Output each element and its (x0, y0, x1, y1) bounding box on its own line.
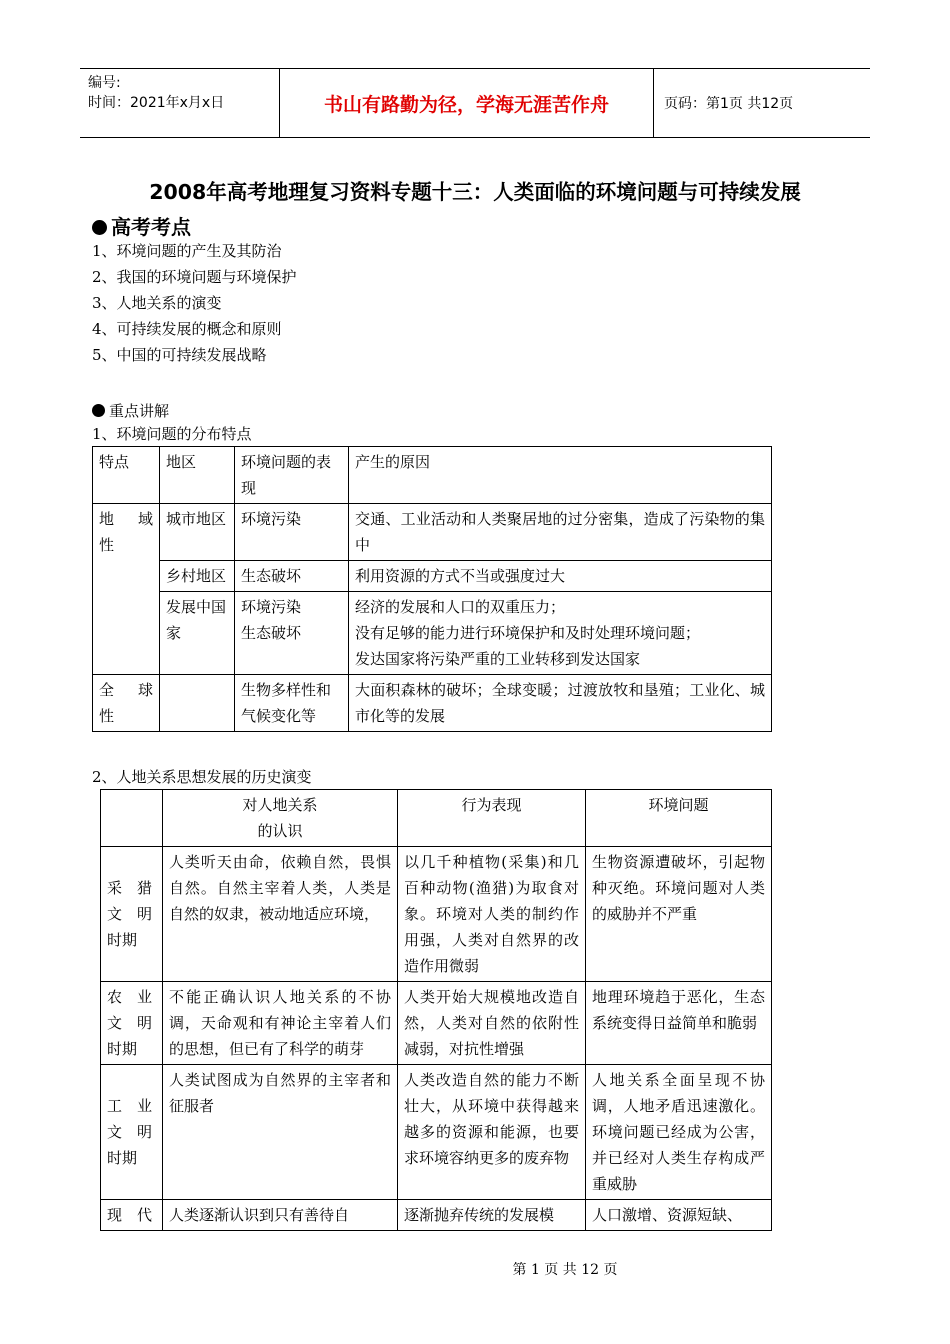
table-row (101, 1065, 772, 1200)
number-label: 编号: (88, 75, 121, 91)
table-row (101, 982, 772, 1065)
subheading-history: 2、人地关系思想发展的历史演变 (92, 768, 312, 786)
view-cell: 人类逐渐认识到只有善待自 (163, 1200, 398, 1231)
cause-cell: 大面积森林的破坏；全球变暖；过渡放牧和垦殖；工业化、城市化等的发展 (349, 675, 772, 732)
section-heading-key-points (92, 400, 169, 421)
region-cell: 城市地区 (160, 504, 235, 561)
table-header-row (101, 790, 772, 847)
table-header-cell (101, 790, 163, 847)
section-heading-exam-points (92, 211, 191, 240)
behavior-cell: 人类改造自然的能力不断壮大，从环境中获得越来越多的资源和能源，也要求环境容纳更多的废弃物 (398, 1065, 586, 1200)
bullet-dot-icon (92, 220, 107, 235)
behavior-cell: 逐渐抛弃传统的发展模 (398, 1200, 586, 1231)
table-row (93, 675, 772, 732)
table-header-cell: 环境问题 (586, 790, 772, 847)
time-label: 时间：2021年x月x日 (88, 95, 225, 111)
behavior-cell: 以几千种植物(采集)和几百种动物(渔猎)为取食对象。环境对人类的制约作用强，人类对自然界的改造作用微弱 (398, 847, 586, 982)
table-row (93, 561, 772, 592)
problem-cell: 环境污染 生态破坏 (235, 592, 349, 675)
issue-cell: 人口激增、资源短缺、 (586, 1200, 772, 1231)
table-header-cell: 特点 (93, 447, 160, 504)
cause-cell: 经济的发展和人口的双重压力； 没有足够的能力进行环境保护和及时处理环境问题； 发达国家将污染严重的工业转移到发达国家 (349, 592, 772, 675)
problem-cell: 环境污染 (235, 504, 349, 561)
environment-problems-table (92, 446, 772, 732)
section2-heading-text: 重点讲解 (109, 402, 170, 420)
human-land-relation-table (100, 789, 772, 1231)
period-cell: 农 业 文 明 时期 (101, 982, 163, 1065)
region-cell: 乡村地区 (160, 561, 235, 592)
document-title: 2008年高考地理复习资料专题十三：人类面临的环境问题与可持续发展 (149, 180, 801, 204)
header-motto: 书山有路勤为径，学海无涯苦作舟 (280, 69, 654, 137)
cause-cell: 交通、工业活动和人类聚居地的过分密集，造成了污染物的集中 (349, 504, 772, 561)
header-page-info: 页码：第1页 共12页 (664, 96, 794, 112)
page-header (80, 68, 870, 138)
table-header-row (93, 447, 772, 504)
list-item: 2、我国的环境问题与环境保护 (92, 268, 297, 286)
period-cell: 采 猎 文 明 时期 (101, 847, 163, 982)
feature-cell: 全 球性 (93, 675, 160, 732)
view-cell: 不能正确认识人地关系的不协调，天命观和有神论主宰着人们的思想，但已有了科学的萌芽 (163, 982, 398, 1065)
bullet-dot-icon (92, 404, 105, 417)
table-header-cell: 行为表现 (398, 790, 586, 847)
feature-cell: 地 域性 (93, 504, 160, 675)
issue-cell: 生物资源遭破坏，引起物种灭绝。环境问题对人类的威胁并不严重 (586, 847, 772, 982)
list-item: 5、中国的可持续发展战略 (92, 346, 267, 364)
subheading-distribution: 1、环境问题的分布特点 (92, 425, 252, 443)
table-header-cell: 环境问题的表现 (235, 447, 349, 504)
table-header-cell: 地区 (160, 447, 235, 504)
period-cell: 工 业 文 明 时期 (101, 1065, 163, 1200)
table-row (93, 504, 772, 561)
header-meta (80, 69, 280, 137)
list-item: 3、人地关系的演变 (92, 294, 222, 312)
region-cell (160, 675, 235, 732)
section1-heading-text: 高考考点 (111, 215, 191, 239)
issue-cell: 人地关系全面呈现不协调，人地矛盾迅速激化。环境问题已经成为公害，并已经对人类生存构成严重威胁 (586, 1065, 772, 1200)
list-item: 4、可持续发展的概念和原则 (92, 320, 282, 338)
period-cell: 现 代 (101, 1200, 163, 1231)
behavior-cell: 人类开始大规模地改造自然，人类对自然的依附性减弱，对抗性增强 (398, 982, 586, 1065)
cause-cell: 利用资源的方式不当或强度过大 (349, 561, 772, 592)
view-cell: 人类听天由命，依赖自然，畏惧自然。自然主宰着人类，人类是自然的奴隶，被动地适应环境， (163, 847, 398, 982)
table-row (101, 847, 772, 982)
issue-cell: 地理环境趋于恶化，生态系统变得日益简单和脆弱 (586, 982, 772, 1065)
table-row (93, 592, 772, 675)
region-cell: 发展中国家 (160, 592, 235, 675)
table-header-cell: 对人地关系 的认识 (163, 790, 398, 847)
list-item: 1、环境问题的产生及其防治 (92, 242, 282, 260)
problem-cell: 生态破坏 (235, 561, 349, 592)
table-header-cell: 产生的原因 (349, 447, 772, 504)
problem-cell: 生物多样性和气候变化等 (235, 675, 349, 732)
view-cell: 人类试图成为自然界的主宰者和征服者 (163, 1065, 398, 1200)
table-row (101, 1200, 772, 1231)
page-footer: 第 1 页 共 12 页 (512, 1262, 618, 1278)
